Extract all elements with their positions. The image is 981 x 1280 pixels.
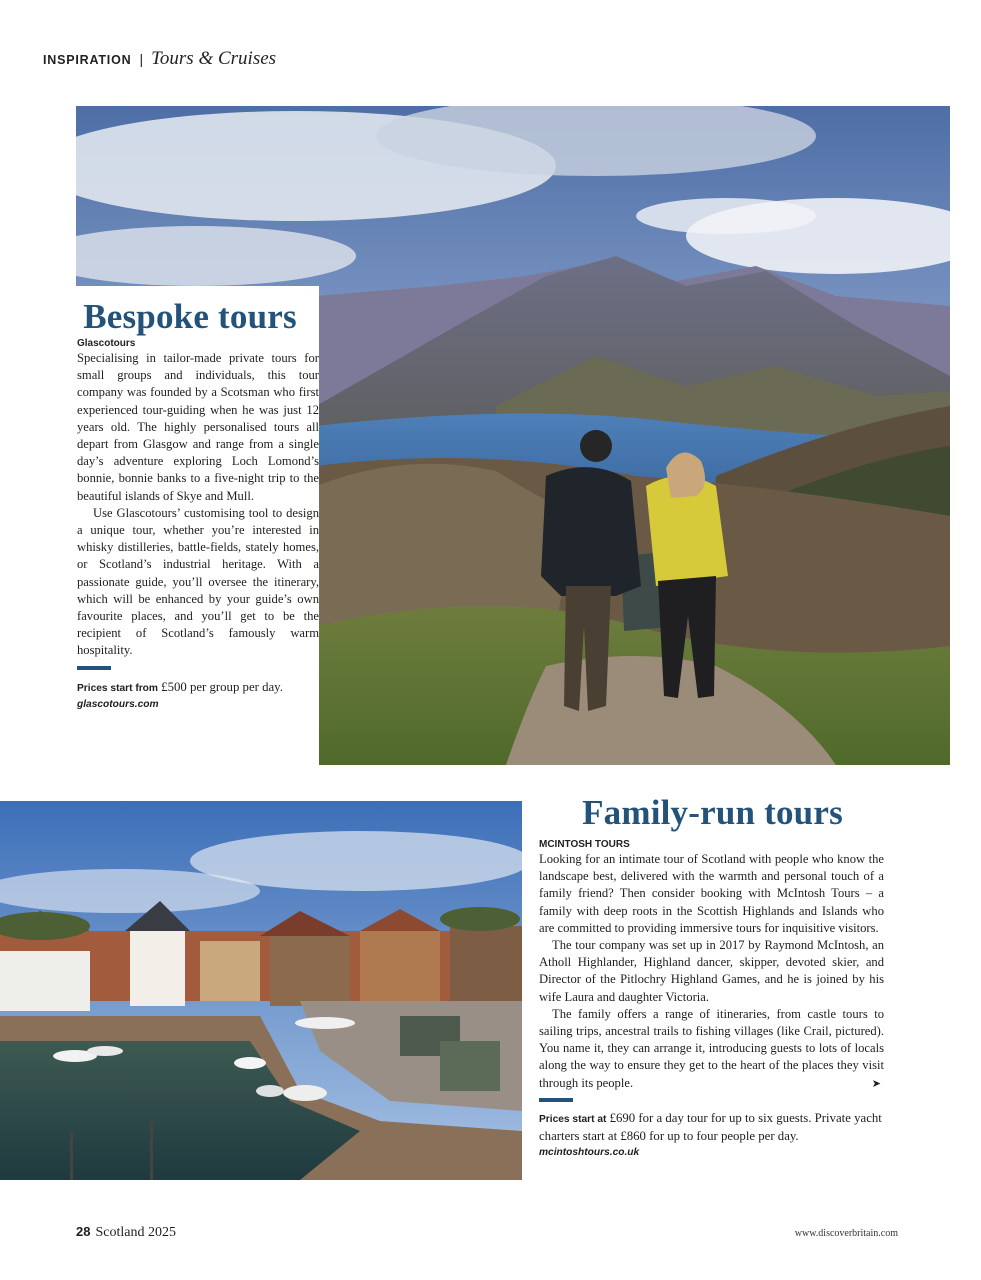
website-link[interactable]: glascotours.com (77, 698, 159, 710)
body-paragraph: Use Glascotours’ customising tool to design a unique tour, whether you’re interested in whisky distilleries, battle-fields, stately homes, or Scotland’s industrial heritage. With a passionate guide, you’ll oversee the itinerary, which will be enhanced by your guide’s own favourite places, and you’ll get to be the recipient of Scotland’s famously warm hospitality. (77, 505, 319, 658)
price-text: £500 per group per day. (157, 679, 283, 694)
body-paragraph: Specialising in tailor-made private tours for small groups and individuals, this tour company was founded by a Scotsman who first experienced tour-guiding when he was just 12 years old. The highly personalised tours all depart from Glasgow and range from a single day’s adventure exploring Loch Lomond’s bonnie, bonnie banks to a five-night trip to the beautiful islands of Skye and Mull. (77, 351, 319, 503)
crail-harbour-photo (0, 801, 522, 1180)
price-label: Prices start at (539, 1113, 607, 1125)
article-body (539, 851, 884, 1092)
footer-url[interactable]: www.discoverbritain.com (794, 1228, 898, 1239)
price-label: Prices start from (77, 682, 158, 694)
price-line (77, 679, 319, 697)
bespoke-tours-heading: Bespoke tours (83, 297, 297, 336)
family-run-tours-heading: Family-run tours (582, 793, 843, 832)
company-name: MCINTOSH TOURS (539, 839, 630, 850)
arrow-right-icon: ➤ (871, 1076, 881, 1090)
body-paragraph (539, 1006, 884, 1092)
article-body (77, 350, 319, 660)
bespoke-tours-article (76, 286, 319, 786)
family-run-tours-article (539, 790, 884, 1160)
body-paragraph-text: The family offers a range of itineraries, from castle tours to sailing trips, ancestral trails to fishing villages (like Crail, pictured). You name it, they can arrange it, introducing guests to lots of locals along the way to ensure they get to the heart of the places they visit through its people. (539, 1006, 884, 1090)
page-footer (76, 1224, 176, 1241)
page-number: 28 (76, 1224, 91, 1239)
company-name: Glascotours (77, 338, 136, 349)
section-title: Tours & Cruises (151, 48, 277, 69)
price-text: £690 for a day tour for up to six guests. Private yacht charters start at £860 for up to four people per day. (539, 1110, 882, 1143)
page-header (43, 48, 276, 70)
accent-rule (77, 666, 111, 670)
accent-rule (539, 1098, 573, 1102)
section-label: INSPIRATION (43, 53, 132, 67)
publication-name: Scotland 2025 (95, 1225, 176, 1240)
body-paragraph: Looking for an intimate tour of Scotland with people who know the landscape best, delivered with the warmth and personal touch of a family friend? Then consider booking with McIntosh Tours – a family with deep roots in the Scottish Highlands and Islands who are committed to providing immersive tours for inquisitive visitors. (539, 852, 884, 935)
header-divider: | (139, 51, 144, 67)
website-link[interactable]: mcintoshtours.co.uk (539, 1146, 640, 1158)
body-paragraph: The tour company was set up in 2017 by Raymond McIntosh, an Atholl Highlander, Highland dancer, skipper, devoted skier, and Director of the Pitlochry Highland Games, and he is joined by his wife Laura and daughter Victoria. (539, 938, 884, 1004)
price-line (539, 1110, 884, 1145)
